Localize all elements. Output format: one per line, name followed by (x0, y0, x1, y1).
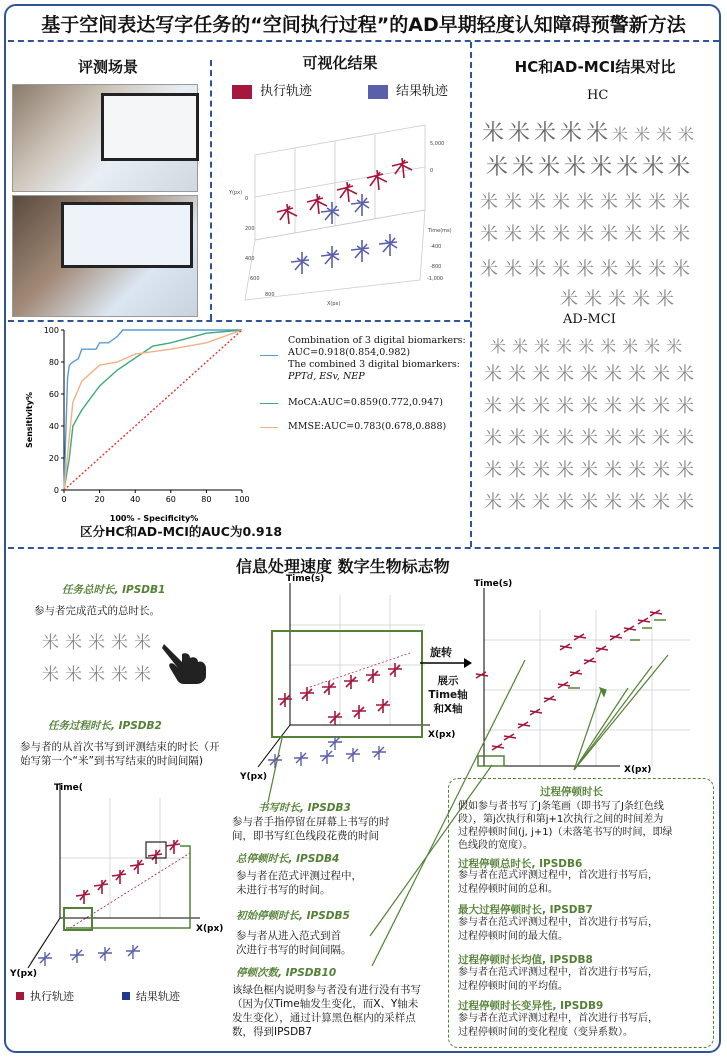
legend-text: The combined 3 digital biomarkers: (288, 359, 460, 370)
psdb4-desc1: 参与者在范式评测过程中， (236, 870, 362, 882)
t-tick: 5,000 (430, 141, 445, 147)
time-axis-label: Time(s) (474, 579, 513, 589)
psdb9-desc2: 过程停顿时间的变化程度（变异系数）。 (458, 1027, 633, 1038)
x-axis-label: X(px) (624, 765, 652, 775)
psdb5-desc2: 次进行书写的时间间隔。 (236, 944, 352, 956)
legend-text: MoCA:AUC=0.859(0.772,0.947) (288, 397, 443, 408)
time-axis-label: Time( (54, 783, 83, 793)
section-scene: 评测场景 (77, 58, 138, 76)
monitor-icon (61, 202, 193, 268)
section-visual: 可视化结果 (302, 54, 378, 72)
x-tick: -800 (430, 264, 442, 270)
mci-writing-row: 米米米米米米米米米 (484, 492, 700, 513)
psdb8-desc2: 过程停顿时间的平均值。 (458, 981, 568, 992)
y-axis-label: Y(px) (240, 772, 267, 782)
arrow-right-icon (418, 656, 474, 670)
sample-writing-row: 米米米米米 (42, 665, 157, 685)
psdb5-desc1: 参与者从进入范式到首 (236, 930, 341, 942)
hc-writing-row: 米米米米米 (482, 121, 613, 146)
mci-writing-row: 米米米米米米米米米 (490, 337, 689, 356)
psdb10-desc1: 该绿色框内说明参与者没有进行没有书写 (232, 984, 421, 996)
hand-pointer-icon (160, 638, 210, 684)
rotate-label: 旋转 (430, 646, 452, 659)
y-tick: 400 (245, 256, 255, 262)
expand-text: 展示 (437, 675, 459, 687)
x-tick: -400 (430, 244, 442, 250)
roc-y-tick-label: 60 (48, 390, 59, 399)
roc-y-tick-label: 40 (48, 422, 59, 431)
psdb2-title: 任务过程时长, IPSDB2 (48, 720, 162, 732)
legend-text: 执行轨迹 (30, 990, 74, 1003)
legend-text: PPTd, ESv, NEP (288, 371, 365, 382)
pause-desc4: 色线段的宽度）。 (458, 840, 533, 851)
psdb7-desc2: 过程停顿时间的最大值。 (458, 931, 568, 942)
legend-line (260, 427, 278, 428)
pause-desc2: 段），第j次执行和第j+1次执行之间的时间差为 (458, 814, 664, 825)
y-tick: 600 (250, 276, 260, 282)
hc-writing-row: 米米米米米米米米 (486, 155, 695, 180)
roc-ylabel: Sensitivity% (25, 392, 34, 448)
info-legend-result (122, 988, 180, 1004)
legend-result (368, 80, 448, 99)
mci-writing-row: 米米米米米米米米米 (484, 396, 700, 417)
roc-y-tick-label: 80 (48, 358, 59, 367)
y-axis-label: Y(px) (10, 969, 37, 979)
roc-x-tick-label: 0 (61, 495, 67, 504)
mci-writing-row: 米米米米米米米米米 (484, 364, 700, 385)
roc-series-line (64, 330, 242, 490)
psdb1-title: 任务总时长, IPSDB1 (62, 584, 166, 596)
psdb2-3d-plot (10, 778, 230, 990)
expand-label (426, 674, 470, 716)
roc-y-tick-label: 100 (43, 326, 59, 335)
roc-x-tick-label: 80 (201, 495, 212, 504)
pause-box-title: 过程停顿时长 (540, 786, 603, 798)
legend-exec-label: 执行轨迹 (260, 84, 313, 99)
legend-text: 结果轨迹 (136, 990, 180, 1003)
hc-writing-row: 米米米米米 (560, 289, 680, 310)
y-tick: 200 (245, 226, 255, 232)
section-compare: HC和AD-MCI结果对比 (514, 58, 676, 76)
psdb1-desc: 参与者完成范式的总时长。 (34, 605, 160, 617)
legend-text: Combination of 3 digital biomarkers: (288, 335, 466, 346)
pause-desc1: 假如参与者书写了J条笔画（即书写了J条红色线 (458, 801, 664, 812)
roc-y-tick-label: 0 (53, 486, 59, 495)
hc-writing-row: 米米米米米米米米米 (480, 224, 696, 245)
exec-swatch (16, 992, 24, 1000)
mci-writing-row: 米米米米米米米米米 (484, 428, 700, 449)
psdb2-desc1: 参与者的从首次书写到评测结束的时长（开 (20, 741, 220, 753)
legend-text: MMSE:AUC=0.783(0.678,0.888) (288, 421, 447, 432)
mci-writing-row: 米米米米米米米米米 (484, 460, 700, 481)
roc-legend (260, 335, 466, 433)
psdb9-title: 过程停顿时长变异性, IPSDB9 (458, 1000, 604, 1012)
roc-xlabel: 100% - Specificity% (109, 514, 199, 523)
psdb10-desc4: 数，得到IPSDB7 (232, 1026, 313, 1038)
psdb3-title: 书写时长, IPSDB3 (258, 802, 351, 814)
rotated-plot (470, 580, 715, 780)
roc-x-tick-label: 60 (165, 495, 176, 504)
psdb4-desc2: 未进行书写的时间。 (236, 884, 331, 896)
legend-line (260, 403, 278, 404)
info-legend-exec (16, 988, 74, 1004)
expand-text: Time轴 (428, 689, 468, 701)
pause-desc3: 过程停顿时间(j, j+1)（未落笔书写的时间，即绿 (458, 827, 673, 838)
psdb7-title: 最大过程停顿时长, IPSDB7 (458, 904, 593, 916)
psdb8-title: 过程停顿时长均值, IPSDB8 (458, 954, 593, 966)
roc-x-tick-label: 40 (130, 495, 141, 504)
x-axis-label: X(px) (428, 730, 456, 740)
roc-series-line (64, 330, 242, 490)
legend-exec (232, 80, 312, 99)
roc-x-tick-label: 20 (94, 495, 105, 504)
roc-legend-item-moca (260, 397, 466, 409)
scene-photo-1 (12, 84, 198, 192)
hc-writing-row: 米米米米米米米米米 (480, 259, 696, 280)
hc-writing-row: 米米米米 (612, 125, 701, 144)
y-tick: 0 (245, 196, 249, 202)
divider-mid (8, 320, 470, 322)
divider-bottom (8, 547, 719, 549)
sample-writing-row: 米米米米米 (42, 633, 157, 653)
psdb10-desc3: 发生变化），通过计算黑色框内的采样点 (232, 1012, 416, 1024)
psdb2-desc2: 始写第一个“米”到书写结束的时间间隔) (20, 755, 203, 767)
divider-v1 (210, 60, 212, 320)
roc-caption: 区分HC和AD-MCI的AUC为0.918 (80, 524, 283, 539)
divider-top (8, 40, 719, 42)
roc-x-tick-label: 100 (234, 495, 250, 504)
hanzi: 米 (482, 121, 509, 146)
legend-text: AUC=0.918(0.854,0.982) (288, 347, 411, 358)
psdb4-title: 总停顿时长, IPSDB4 (236, 853, 340, 865)
roc-y-tick-label: 20 (48, 454, 59, 463)
hc-writing-row: 米米米米米米米米米 (480, 192, 696, 213)
roc-legend-item-mmse (260, 421, 466, 433)
legend-result-label: 结果轨迹 (396, 84, 449, 99)
roc-legend-item-combined (260, 335, 466, 383)
psdb10-title: 停顿次数, IPSDB10 (236, 967, 337, 979)
psdb6-desc1: 参与者在范式评测过程中，首次进行书写后， (458, 870, 658, 881)
legend-line (260, 355, 278, 356)
psdb8-desc1: 参与者在范式评测过程中，首次进行书写后， (458, 967, 658, 978)
monitor-icon (101, 93, 199, 161)
psdb3-desc1: 参与者手指停留在屏幕上书写的时 (232, 816, 390, 828)
t-tick: 0 (430, 168, 434, 174)
divider-v2 (470, 42, 472, 547)
poster-title: 基于空间表达写字任务的“空间执行过程”的AD早期轻度认知障碍预警新方法 (41, 14, 686, 36)
trajectory-3d-plot (215, 100, 465, 315)
hc-label: HC (587, 88, 609, 103)
expand-text: 和X轴 (433, 703, 463, 715)
roc-series-line (64, 330, 242, 490)
plot-x-axis-label: X(px) (327, 301, 341, 307)
psdb3-desc2: 间，即书写红色线段花费的时间 (232, 830, 379, 842)
exec-swatch (232, 85, 252, 99)
psdb6-desc2: 过程停顿时间的总和。 (458, 884, 558, 895)
roc-chart (22, 325, 262, 525)
roc-series-line (64, 330, 242, 490)
plot-t-axis-label: Time(ms) (428, 228, 452, 234)
section-info: 信息处理速度 数字生物标志物 (236, 557, 450, 576)
result-swatch (368, 85, 388, 99)
plot-y-axis-label: Y(px) (229, 190, 243, 196)
x-axis-label: X(px) (196, 924, 224, 934)
psdb5-title: 初始停顿时长, IPSDB5 (236, 910, 350, 922)
psdb9-desc1: 参与者在范式评测过程中，首次进行书写后， (458, 1013, 658, 1024)
y-tick: 800 (265, 292, 275, 298)
psdb6-title: 过程停顿总时长, IPSDB6 (458, 858, 583, 870)
psdb10-desc2: （因为仅Time轴发生变化，而X、Y轴未 (232, 998, 419, 1010)
scene-photo-2 (12, 195, 198, 317)
x-tick: -1,000 (427, 276, 444, 282)
result-swatch (122, 992, 130, 1000)
time-axis-label: Time(s) (286, 574, 325, 584)
mci-label: AD-MCI (563, 312, 616, 327)
psdb7-desc1: 参与者在范式评测过程中，首次进行书写后， (458, 917, 658, 928)
